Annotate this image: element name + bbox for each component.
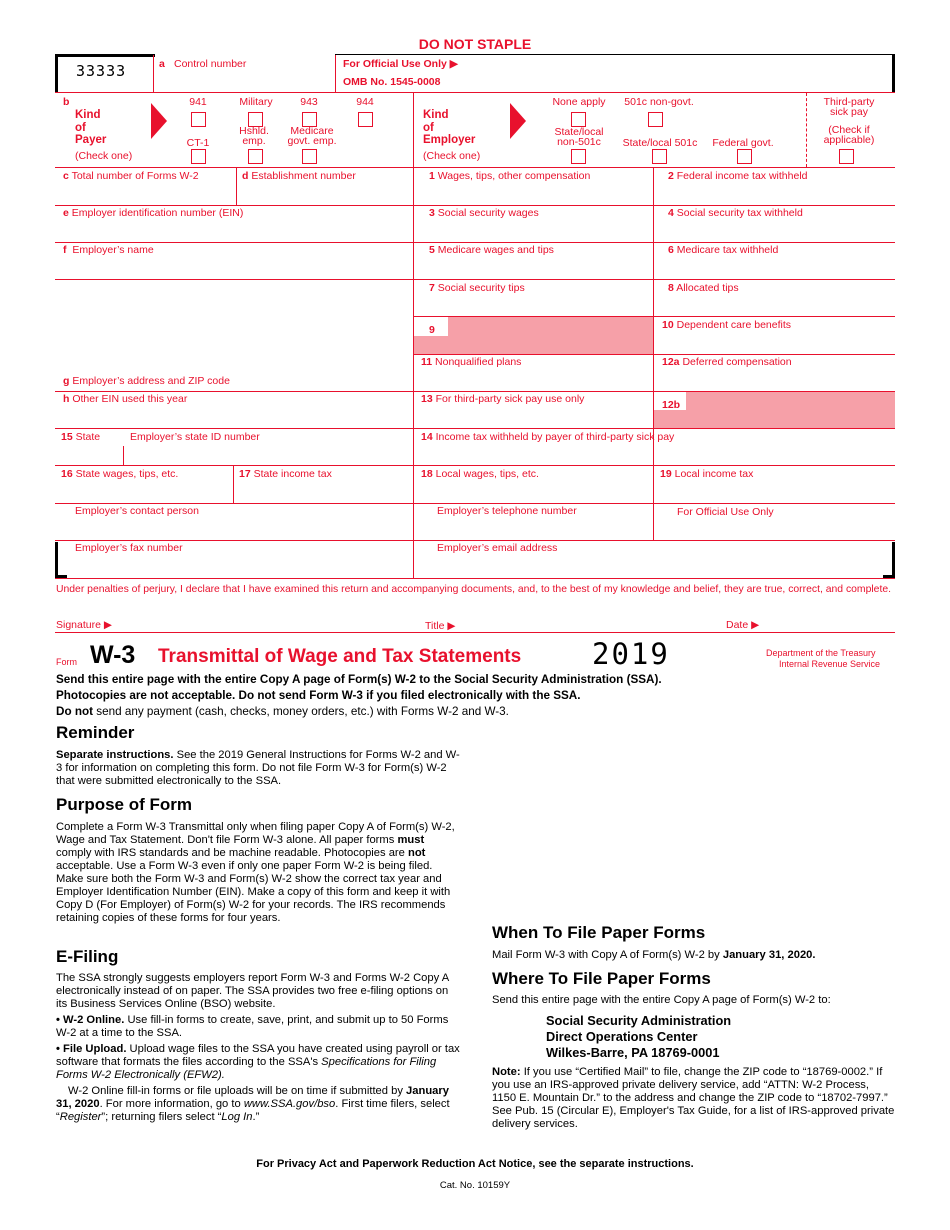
box-c-label: c Total number of Forms W-2 xyxy=(63,170,199,182)
box-e-label: e Employer identification number (EIN) xyxy=(63,207,244,219)
checkbox-federal-govt[interactable] xyxy=(737,149,752,164)
reminder-text: Separate instructions. See the 2019 General Instructions for Forms W-2 and W-3 for information on completing this form. Do not file Form W-3 for Form(s) W-2 that were submitted electronically to the SSA. xyxy=(56,749,460,787)
perjury-statement: Under penalties of perjury, I declare that I have examined this return and accompanying documents, and, to the best of my knowledge and belief, they are true, correct, and complete. xyxy=(56,584,891,595)
date-label: Date ▶ xyxy=(726,619,760,631)
form-word: Form xyxy=(56,657,77,667)
box-12a-label: 12a Deferred compensation xyxy=(662,356,792,368)
catalog-number: Cat. No. 10159Y xyxy=(439,1180,511,1191)
official-use-header: For Official Use Only ▶ xyxy=(343,58,458,70)
payer-option-941: 941 xyxy=(189,96,207,108)
form-code: 33333 xyxy=(76,62,127,80)
checkbox-944[interactable] xyxy=(358,112,373,127)
box-10-label: 10 Dependent care benefits xyxy=(662,319,792,331)
box-d-label: d Establishment number xyxy=(242,170,356,182)
contact-person-label: Employer’s contact person xyxy=(75,505,199,517)
box-18-label: 18 Local wages, tips, etc. xyxy=(421,468,539,480)
efiling-heading: E-Filing xyxy=(56,947,119,966)
checkbox-state-local-501c[interactable] xyxy=(652,149,667,164)
where-note: Note: If you use “Certified Mail” to file, change the ZIP code to “18769-0002.” If you use an IRS-approved private delivery service, add “ATTN: W-2 Process, 1150 E. Mountain Dr.” to the address and change the ZIP code to “18702-7997.” See Pub. 15 (Circular E), Employer's Tax Guide, for a list of IRS-approved private delivery services. xyxy=(492,1066,895,1130)
tax-year: 2019 xyxy=(592,637,670,671)
when-text: Mail Form W-3 with Copy A of Form(s) W-2 by January 31, 2020. xyxy=(492,949,816,961)
efiling-deadline: W-2 Online fill-in forms or file uploads will be on time if submitted by January 31, 2020. For more information, go to www.SSA.gov/bso. First time filers, select “Register”; returning filers select “Log In.” xyxy=(56,1085,450,1123)
privacy-notice: For Privacy Act and Paperwork Reduction Act Notice, see the separate instructions. xyxy=(256,1158,694,1170)
box-11-label: 11 Nonqualified plans xyxy=(421,356,522,368)
checkbox-medicare-govt[interactable] xyxy=(302,149,317,164)
official-use-box-label: For Official Use Only xyxy=(677,506,774,518)
purpose-text: Complete a Form W-3 Transmittal only when filing paper Copy A of Form(s) W-2, Wage and Tax Statement. Don't file Form W-3 alone. All paper forms must comply with IRS standards and be machine readable. Photocopies are not acceptable. Use a Form W-3 even if only one paper Form W-2 is being filed. Make sure both the Form W-3 and Form(s) W-2 show the correct tax year and Employer Identification Number (EIN). Make a copy of this form and keep it with Copy D (For Employer) of Form(s) W-2 for your records. The IRS recommends retaining copies of these forms for four years. xyxy=(56,821,455,924)
third-party-check-if: (Check if applicable) xyxy=(823,124,875,146)
payer-option-hshld: Hshld. emp. xyxy=(239,125,269,147)
checkbox-941[interactable] xyxy=(191,112,206,127)
kind-of-payer-title: Kind of Payer xyxy=(75,109,107,146)
bso-link[interactable]: www.SSA.gov/bso xyxy=(243,1098,336,1110)
box-1-label: 1 Wages, tips, other compensation xyxy=(429,170,591,182)
corner-mark-top-left xyxy=(55,54,58,92)
box-5-label: 5 Medicare wages and tips xyxy=(429,244,554,256)
box-15-label: 15 State xyxy=(61,431,101,443)
dept-treasury: Department of the Treasury xyxy=(766,648,876,658)
where-text: Send this entire page with the entire Copy A page of Form(s) W-2 to: xyxy=(492,994,831,1006)
box-a-label: Control number xyxy=(174,58,247,70)
payer-option-944: 944 xyxy=(356,96,374,108)
box-9-shade xyxy=(448,317,653,354)
where-heading: Where To File Paper Forms xyxy=(492,969,711,988)
efiling-text xyxy=(56,972,460,1124)
employer-option-501c-nongovt: 501c non-govt. xyxy=(624,96,694,108)
checkbox-third-party-sick-pay[interactable] xyxy=(839,149,854,164)
box-8-label: 8 Allocated tips xyxy=(668,282,739,294)
box-h-label: h Other EIN used this year xyxy=(63,393,188,405)
form-name: W-3 xyxy=(90,641,136,669)
employer-option-none-apply: None apply xyxy=(552,96,606,108)
box-15-state-id-label: Employer’s state ID number xyxy=(130,431,260,443)
send-line-2: Photocopies are not acceptable. Do not send Form W-3 if you filed electronically with the SSA. xyxy=(56,689,581,702)
purpose-heading: Purpose of Form xyxy=(56,795,193,814)
checkbox-501c-nongovt[interactable] xyxy=(648,112,663,127)
kind-of-employer-check-one: (Check one) xyxy=(423,150,481,162)
checkbox-state-local-non501c[interactable] xyxy=(571,149,586,164)
telephone-label: Employer’s telephone number xyxy=(437,505,577,517)
signature-label: Signature ▶ xyxy=(56,619,112,631)
payer-option-military: Military xyxy=(239,96,273,108)
send-line-1: Send this entire page with the entire Copy A page of Form(s) W-2 to the Social Security Administration (SSA). xyxy=(56,673,662,686)
box-6-label: 6 Medicare tax withheld xyxy=(668,244,779,256)
irs: Internal Revenue Service xyxy=(779,659,881,669)
kind-of-payer-check-one: (Check one) xyxy=(75,150,133,162)
address-line-3: Wilkes-Barre, PA 18769-0001 xyxy=(546,1045,720,1060)
employer-option-federal-govt: Federal govt. xyxy=(712,137,774,149)
employer-arrow-icon xyxy=(510,103,526,139)
checkbox-ct1[interactable] xyxy=(191,149,206,164)
form-title: Transmittal of Wage and Tax Statements xyxy=(158,646,522,667)
efiling-intro: The SSA strongly suggests employers report Form W-3 and Forms W-2 Copy A electronically instead of on paper. The SSA provides two free e-filing options on its Business Services Online (BSO) website. xyxy=(56,972,449,1010)
efiling-w2-online: • W-2 Online. Use fill-in forms to create, save, print, and submit up to 50 Forms W-2 at a time to the SSA. xyxy=(56,1014,449,1039)
box-14-label: 14 Income tax withheld by payer of third-party sick pay xyxy=(421,431,675,443)
box-19-label: 19 Local income tax xyxy=(660,468,754,480)
third-party-sick-pay-label: Third-party sick pay xyxy=(823,96,875,118)
reminder-heading: Reminder xyxy=(56,723,135,742)
box-9-label: 9 xyxy=(429,324,435,336)
checkbox-hshld[interactable] xyxy=(248,149,263,164)
payer-option-943: 943 xyxy=(300,96,318,108)
box-f-label: f Employer’s name xyxy=(63,244,154,256)
box-2-label: 2 Federal income tax withheld xyxy=(668,170,808,182)
email-label: Employer’s email address xyxy=(437,542,558,554)
when-heading: When To File Paper Forms xyxy=(492,923,706,942)
efiling-file-upload: • File Upload. Upload wage files to the SSA you have created using payroll or tax software that formats the files according to the SSA's Specifications for Filing Forms W-2 Electronically (EFW2). xyxy=(56,1043,460,1081)
omb-number: OMB No. 1545-0008 xyxy=(343,76,441,88)
box-16-label: 16 State wages, tips, etc. xyxy=(61,468,179,480)
box-3-label: 3 Social security wages xyxy=(429,207,539,219)
corner-mark-top-right-h xyxy=(335,54,895,55)
title-label: Title ▶ xyxy=(425,620,456,632)
box-17-label: 17 State income tax xyxy=(239,468,332,480)
box-12b-shade xyxy=(686,392,895,428)
employer-option-state-local-501c: State/local 501c xyxy=(622,137,698,149)
do-not-staple: DO NOT STAPLE xyxy=(418,36,532,52)
checkbox-none-apply[interactable] xyxy=(571,112,586,127)
corner-mark-top-left-h xyxy=(55,54,155,57)
payer-option-medicare: Medicare govt. emp. xyxy=(287,125,337,147)
address-line-2: Direct Operations Center xyxy=(546,1029,698,1044)
box-4-label: 4 Social security tax withheld xyxy=(668,207,803,219)
box-13-label: 13 For third-party sick pay use only xyxy=(421,393,585,405)
do-not-send-payment: Do not send any payment (cash, checks, money orders, etc.) with Forms W-2 and W-3. xyxy=(56,705,509,718)
corner-mark-top-right xyxy=(892,54,895,92)
kind-of-employer-title: Kind of Employer xyxy=(423,109,476,146)
box-b-letter: b xyxy=(63,96,70,108)
employer-option-state-local-non501c: State/local non-501c xyxy=(554,126,604,148)
address-line-1: Social Security Administration xyxy=(546,1013,732,1028)
box-12b-shade-lower xyxy=(654,410,686,428)
corner-mark-bottom-right xyxy=(892,542,895,578)
fax-label: Employer’s fax number xyxy=(75,542,183,554)
ssa-address xyxy=(546,1013,731,1061)
box-g-label: g Employer’s address and ZIP code xyxy=(63,375,230,387)
box-a-letter: a xyxy=(159,58,165,70)
box-12b-label: 12b xyxy=(662,399,681,411)
box-9-shade-lower xyxy=(414,336,448,354)
payer-option-ct1: CT-1 xyxy=(186,137,210,149)
corner-mark-bottom-left xyxy=(55,542,58,578)
payer-arrow-icon xyxy=(151,103,167,139)
box-7-label: 7 Social security tips xyxy=(429,282,525,294)
